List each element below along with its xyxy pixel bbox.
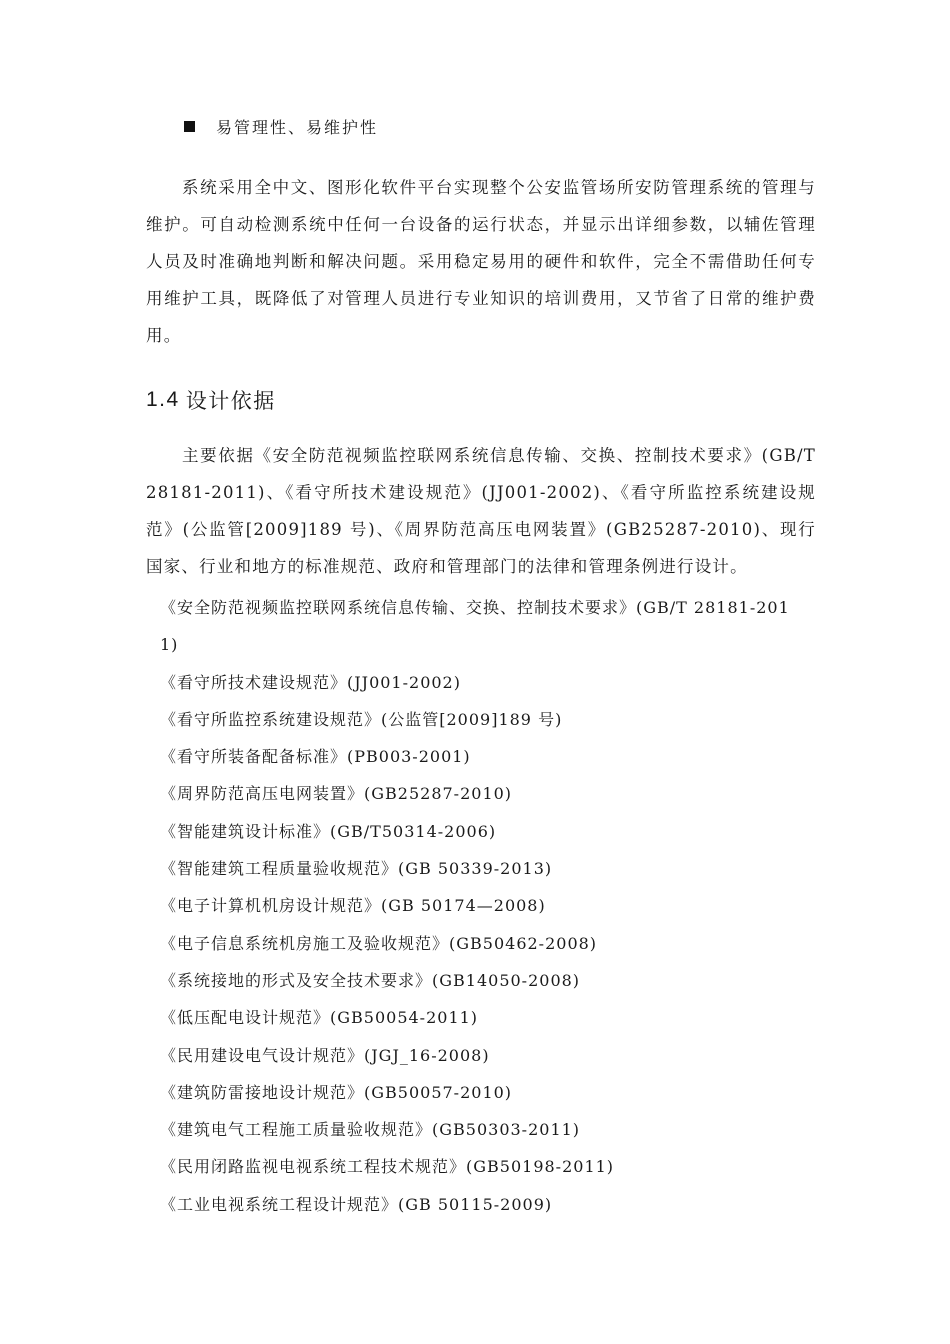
list-item (0, 589, 800, 664)
list-item: 《智能建筑工程质量验收规范》(GB 50339-2013) (160, 859, 553, 879)
paragraph-design-basis: 主要依据《安全防范视频监控联网系统信息传输、交换、控制技术要求》(GB/T 28181-2011)、《看守所技术建设规范》(JJ001-2002)、《看守所监控系统建设规范》(公监管[2009]189 号)、《周界防范高压电网装置》(GB25287-2010)、现行国家、行业和地方的标准规范、政府和管理部门的法律和管理条例进行设计。 (146, 446, 816, 576)
standards-list (0, 589, 950, 1223)
list-item: 《智能建筑设计标准》(GB/T50314-2006) (160, 821, 497, 841)
list-item: 《建筑电气工程施工质量验收规范》(GB50303-2011) (160, 1120, 581, 1140)
bullet-text: 易管理性、易维护性 (216, 117, 379, 137)
paragraph-maintenance: 系统采用全中文、图形化软件平台实现整个公安监管场所安防管理系统的管理与维护。可自动检测系统中任何一台设备的运行状态，并显示出详细参数，以辅佐管理人员及时准确地判断和解决问题。采用稳定易用的硬件和软件，完全不需借助任何专用维护工具，既降低了对管理人员进行专业知识的培训费用，又节省了日常的维护费用。 (146, 178, 816, 345)
standard-0-line1 (160, 589, 800, 664)
section-heading (146, 382, 276, 418)
list-item: 《电子计算机机房设计规范》(GB 50174—2008) (160, 896, 546, 916)
square-bullet-icon (184, 121, 195, 132)
list-item: 《看守所技术建设规范》(JJ001-2002) (160, 672, 461, 692)
list-item: 《工业电视系统工程设计规范》(GB 50115-2009) (160, 1194, 553, 1214)
list-item: 《周界防范高压电网装置》(GB25287-2010) (160, 784, 513, 804)
section-title: 设计依据 (185, 389, 276, 413)
list-item: 《看守所装备配备标准》(PB003-2001) (160, 747, 471, 767)
list-item: 《建筑防雷接地设计规范》(GB50057-2010) (160, 1082, 513, 1102)
section-number: 1.4 (146, 388, 180, 411)
list-item: 《电子信息系统机房施工及验收规范》(GB50462-2008) (160, 933, 598, 953)
list-item: 《系统接地的形式及安全技术要求》(GB14050-2008) (160, 970, 581, 990)
list-item: 《民用建设电气设计规范》(JGJ_16-2008) (160, 1045, 490, 1065)
bullet-item (184, 112, 378, 140)
list-item: 《看守所监控系统建设规范》(公监管[2009]189 号) (160, 709, 563, 729)
list-item: 《低压配电设计规范》(GB50054-2011) (160, 1008, 479, 1028)
standard-0-text: 《安全防范视频监控联网系统信息传输、交换、控制技术要求》(GB/T 28181-2011) (160, 598, 790, 655)
list-item: 《民用闭路监视电视系统工程技术规范》(GB50198-2011) (160, 1157, 615, 1177)
